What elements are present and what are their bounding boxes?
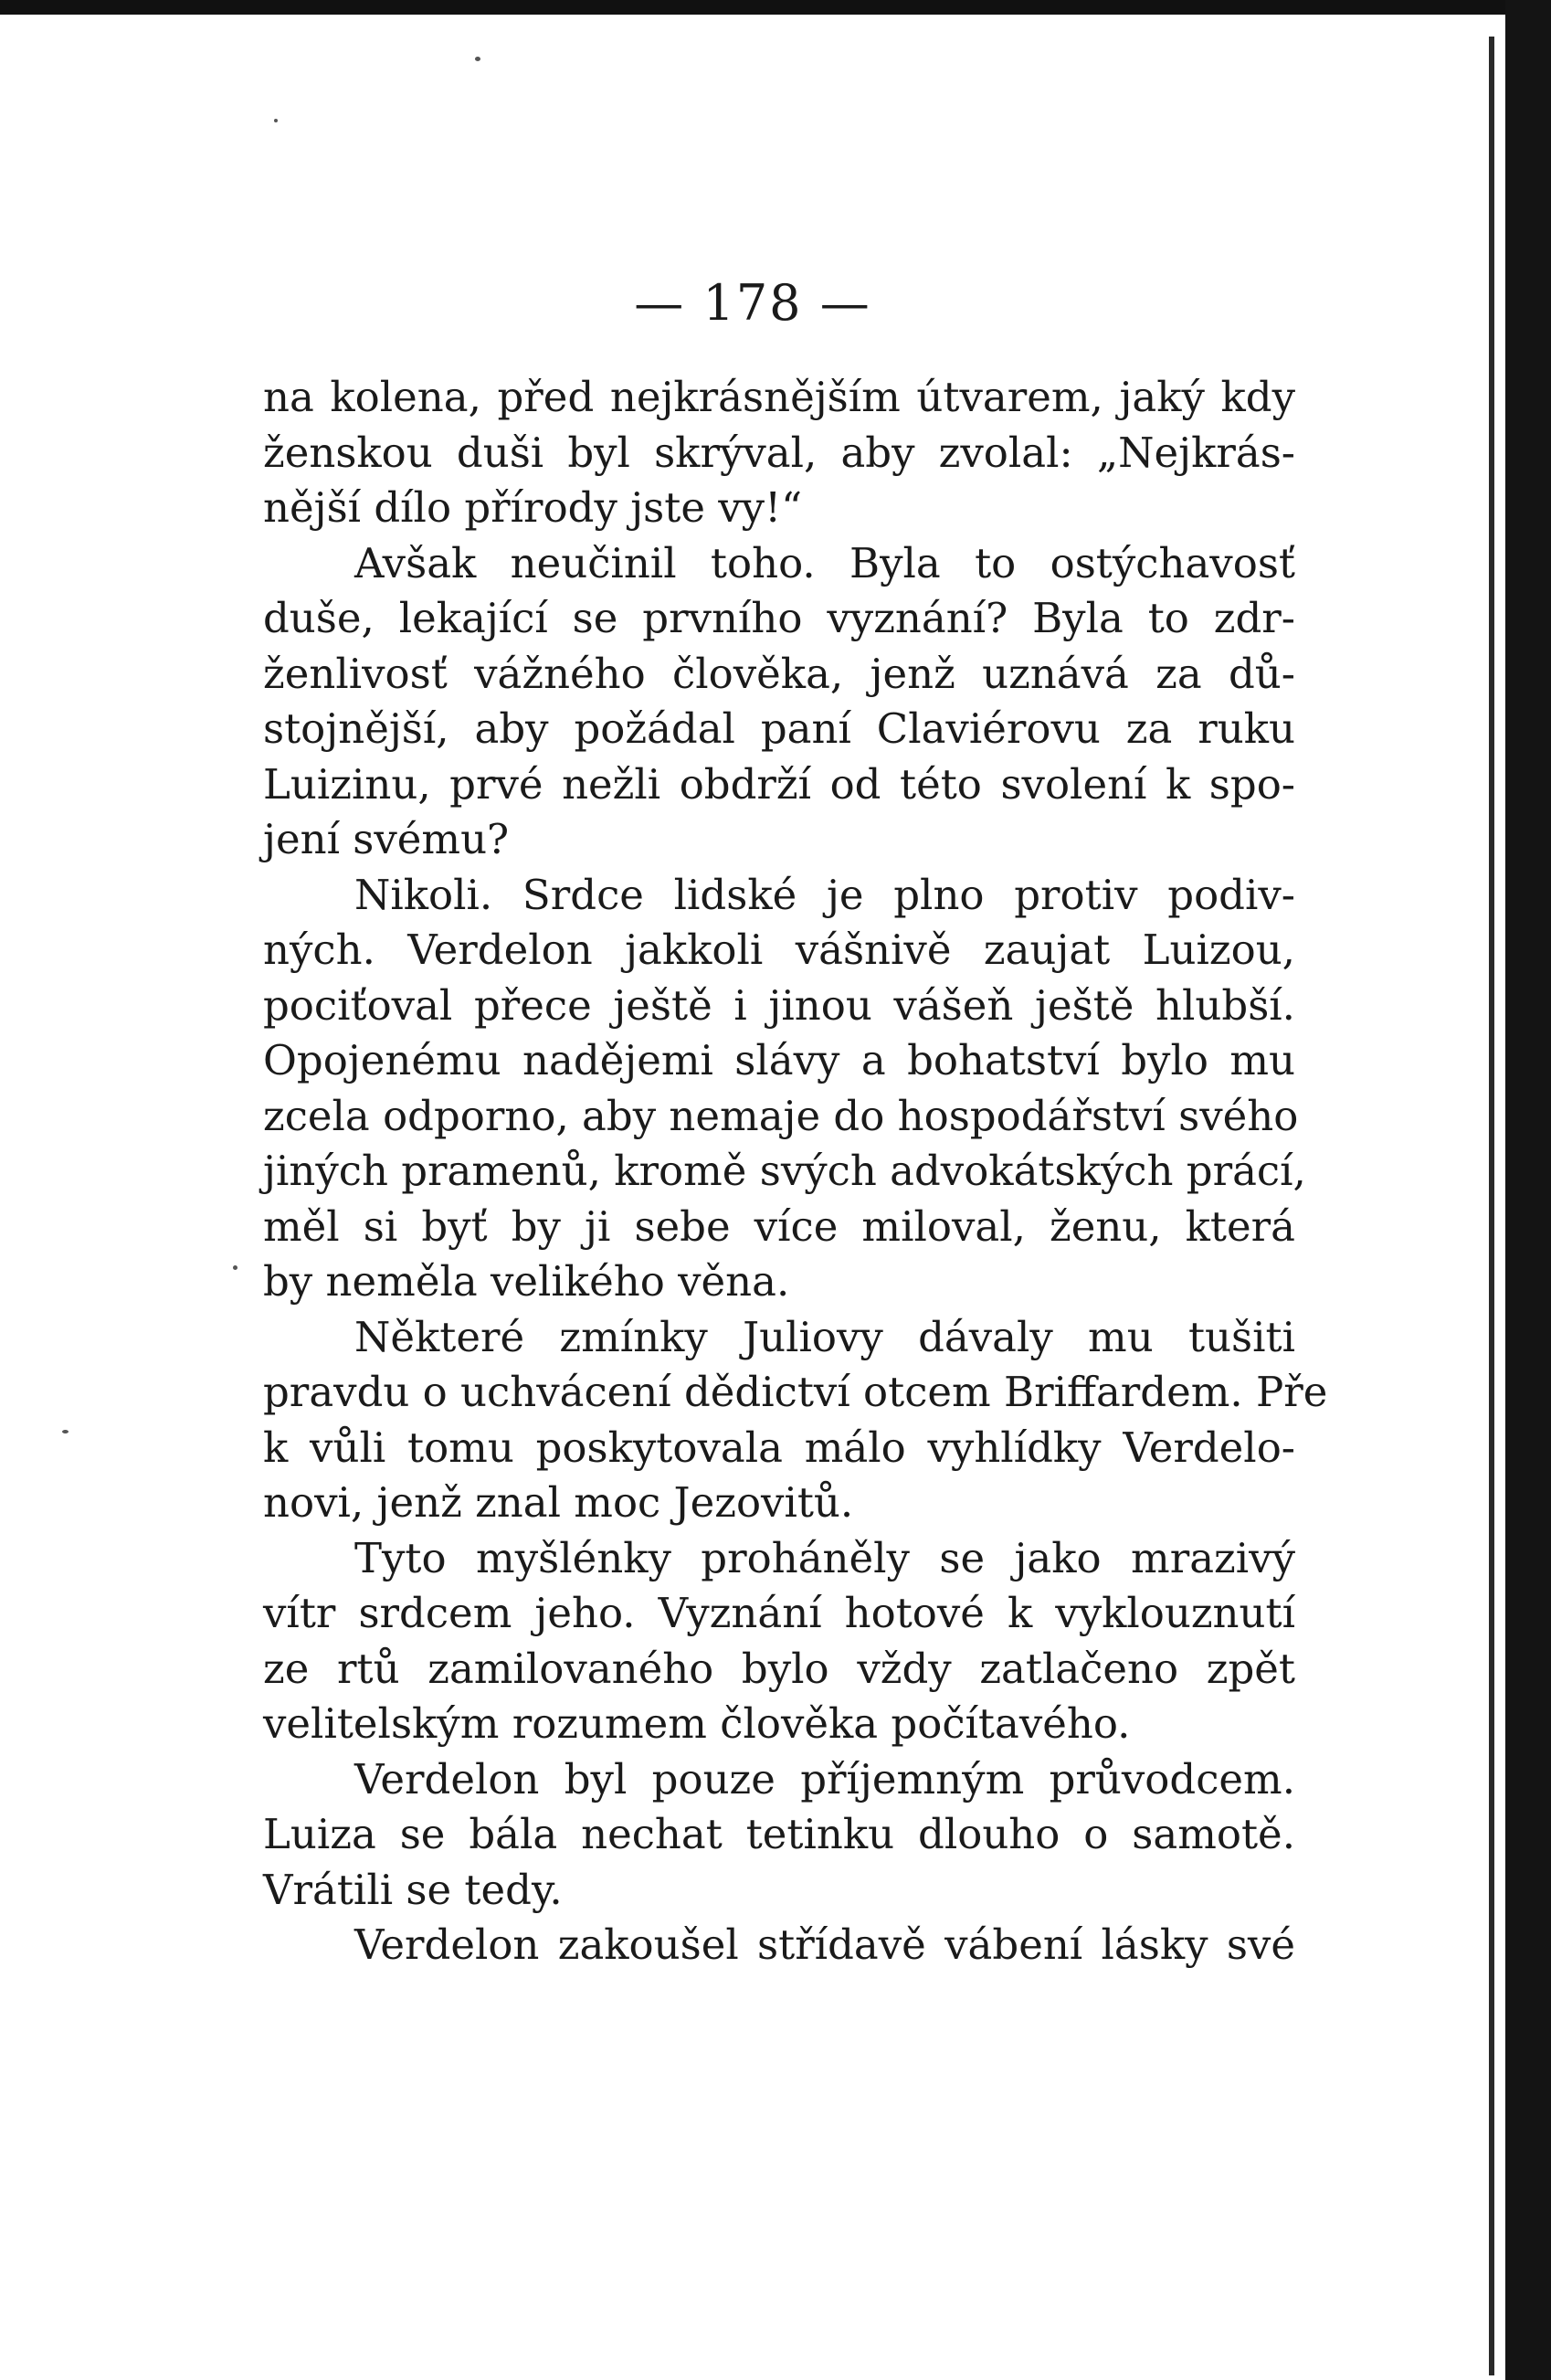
text-line: Luiza se bála nechat tetinku dlouho o samotě. <box>263 1810 1295 1858</box>
text-line: pravdu o uchvácení dědictví otcem Briffardem. Pře <box>263 1368 1328 1416</box>
text-line: Opojenému nadějemi slávy a bohatství bylo mu <box>263 1036 1295 1084</box>
text-line: na kolena, před nejkrásnějším útvarem, jaký kdy <box>263 373 1295 421</box>
scan-speck <box>475 57 480 61</box>
text-line: Avšak neučinil toho. Byla to ostýchavosť <box>354 538 1295 587</box>
text-line: měl si byť by ji sebe více miloval, ženu, která <box>263 1201 1295 1251</box>
text-line: ženlivosť vážného člověka, jenž uznává za dů- <box>263 649 1295 698</box>
text-line: Verdelon zakoušel střídavě vábení lásky své <box>354 1920 1295 1969</box>
text-line: ženskou duši byl skrýval, aby zvolal: „Nejkrás- <box>263 428 1295 477</box>
scan-right-edge <box>1505 0 1551 2380</box>
text-line: Verdelon byl pouze příjemným průvodcem. <box>354 1754 1295 1804</box>
text-line: ných. Verdelon jakkoli vášnivě zaujat Luizou, <box>263 926 1295 974</box>
body-text <box>263 370 1328 1973</box>
text-line: velitelským rozumem člověka počítavého. <box>263 1699 1131 1748</box>
text-line: by neměla velikého věna. <box>263 1257 790 1306</box>
text-line: Některé zmínky Juliovy dávaly mu tušiti <box>354 1312 1295 1361</box>
text-line: nější dílo přírody jste vy!“ <box>263 483 803 532</box>
text-line: Vrátili se tedy. <box>263 1865 563 1914</box>
scan-speck <box>233 1265 237 1270</box>
text-line: zcela odporno, aby nemaje do hospodářství svého <box>263 1091 1299 1140</box>
text-line: k vůli tomu poskytovala málo vyhlídky Verdelo- <box>263 1423 1295 1472</box>
text-line: jiných pramenů, kromě svých advokátských prácí, <box>263 1147 1306 1195</box>
page-number: — 178 — <box>634 274 871 332</box>
text-line: pociťoval přece ještě i jinou vášeň ještě hlubší. <box>263 980 1295 1030</box>
text-line: stojnější, aby požádal paní Claviérovu za ruku <box>263 704 1295 753</box>
text-line: duše, lekající se prvního vyznání? Byla to zdr- <box>263 594 1295 642</box>
text-line: vítr srdcem jeho. Vyznání hotové k vyklouznutí <box>263 1589 1295 1637</box>
text-line: Nikoli. Srdce lidské je plno protiv podiv- <box>354 870 1295 919</box>
text-line: Tyto myšlénky proháněly se jako mrazivý <box>354 1533 1295 1582</box>
text-line: jení svému? <box>263 815 510 863</box>
scan-speck <box>274 119 278 122</box>
scan-top-edge <box>0 0 1551 15</box>
scan-gutter-line <box>1489 37 1494 2375</box>
text-line: ze rtů zamilovaného bylo vždy zatlačeno zpět <box>263 1644 1295 1693</box>
scan-speck <box>62 1430 69 1433</box>
text-line: novi, jenž znal moc Jezovitů. <box>263 1478 854 1527</box>
text-line: Luizinu, prvé nežli obdrží od této svolení k spo- <box>263 759 1295 809</box>
